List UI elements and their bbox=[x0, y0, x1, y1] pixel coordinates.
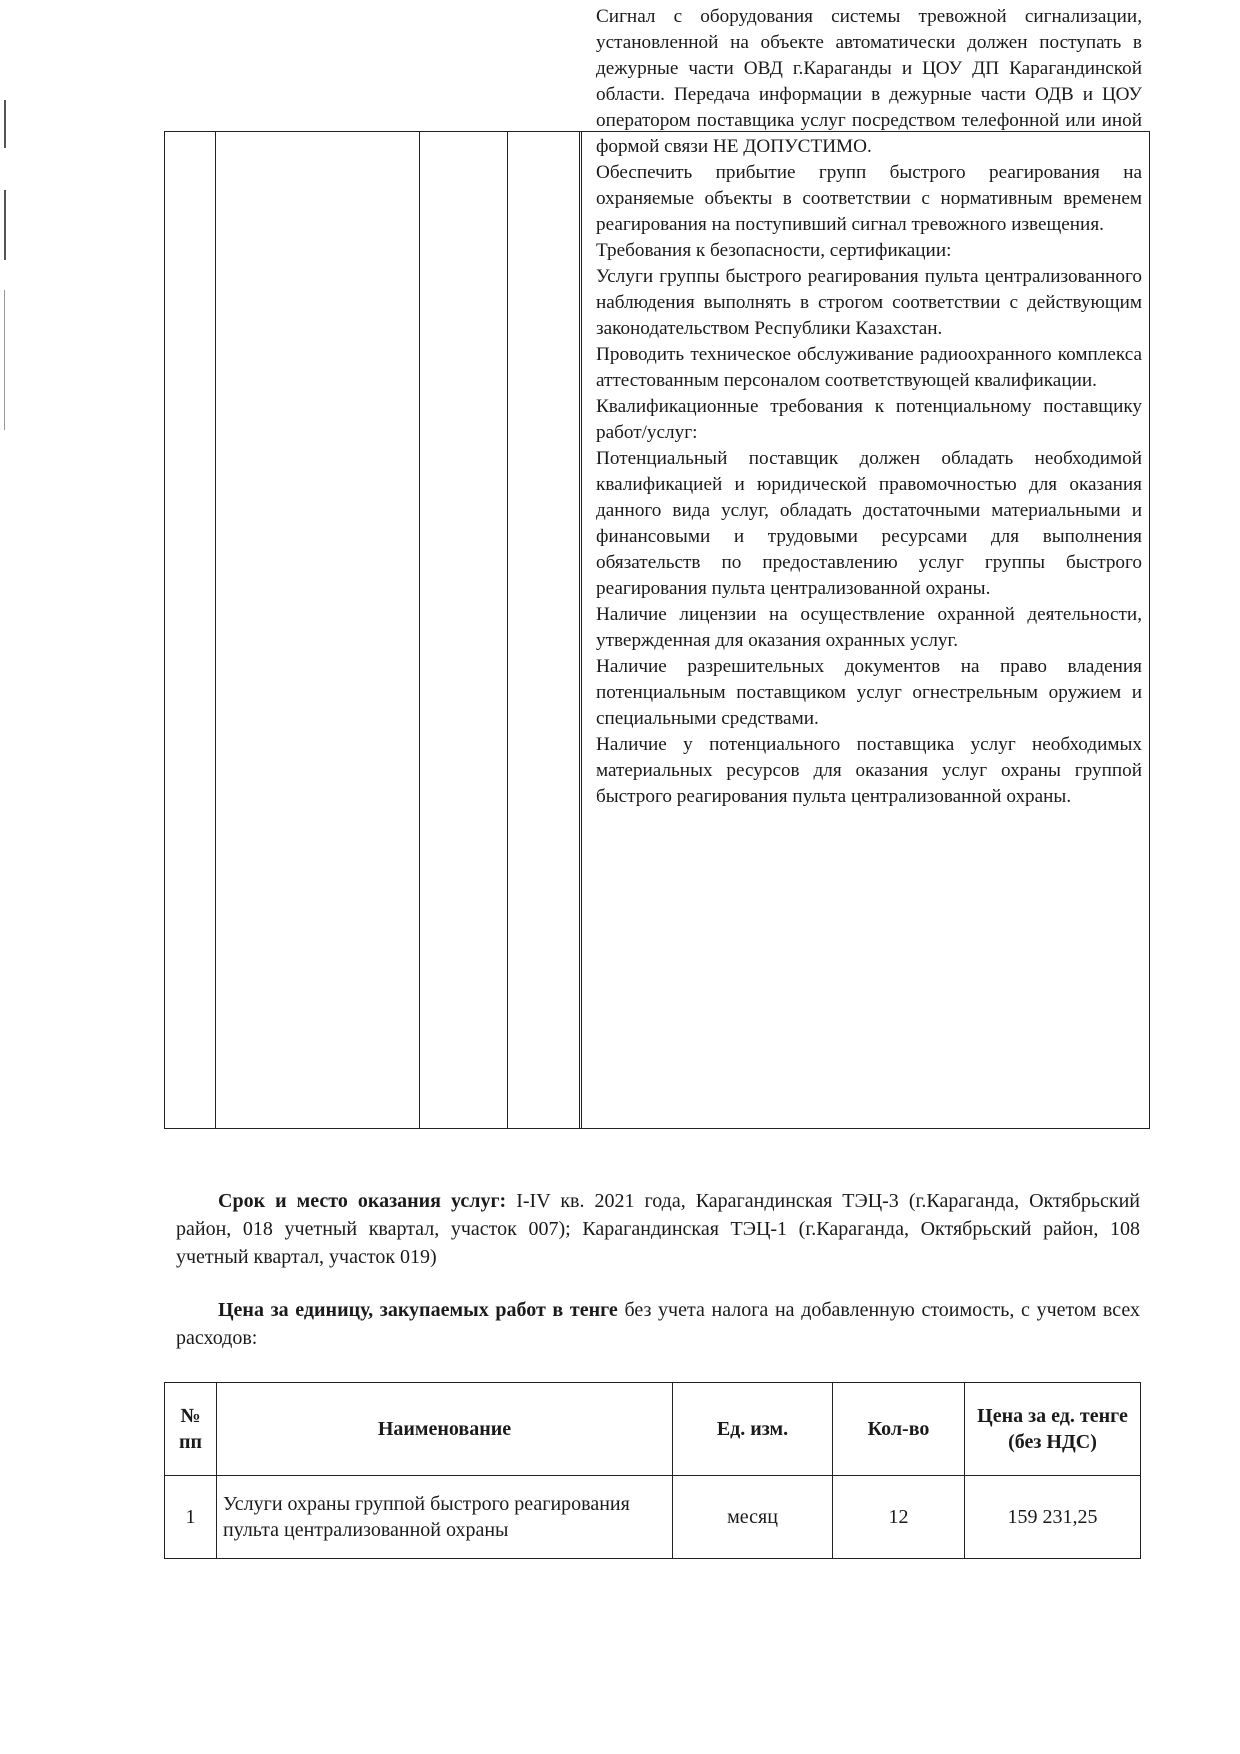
requirement-paragraph: Наличие лицензии на осуществление охранной деятельности, утвержденная для оказания охранных услуг. bbox=[596, 604, 1142, 651]
cell-quantity: 12 bbox=[833, 1476, 965, 1559]
requirement-paragraph: Квалификационные требования к потенциальному поставщику работ/услуг: bbox=[596, 396, 1142, 443]
price-intro-text: без учета налога на добавленную стоимость, с учетом всех расходов: bbox=[176, 1299, 1140, 1349]
column-divider bbox=[215, 132, 216, 1128]
cell-price: 159 231,25 bbox=[965, 1476, 1141, 1559]
cell-unit: месяц bbox=[673, 1476, 833, 1559]
col-header-number: № пп bbox=[165, 1383, 217, 1476]
requirement-paragraph: Сигнал с оборудования системы тревожной сигнализации, установленной на объекте автоматически должен поступать в дежурные части ОВД г.Караганды и ЦОУ ДП Карагандинской области. Передача информации в дежурные части ОДВ и ЦОУ оператором поставщика услуг посредством телефонной или иной формой связи НЕ ДОПУСТИМО. bbox=[596, 6, 1142, 157]
col-header-unit: Ед. изм. bbox=[673, 1383, 833, 1476]
cell-number: 1 bbox=[165, 1476, 217, 1559]
term-text: I-IV кв. 2021 года, Карагандинская ТЭЦ-3 (г.Караганда, Октябрьский район, 018 учетный квартал, участок 007); Карагандинская ТЭЦ-1 (г.Караганда, Октябрьский район, 108 учетный квартал, участок 019) bbox=[176, 1190, 1140, 1268]
price-intro-paragraph bbox=[176, 1296, 1140, 1352]
requirement-paragraph: Услуги группы быстрого реагирования пульта централизованного наблюдения выполнять в строгом соответствии с действующим законодательством Республики Казахстан. bbox=[596, 266, 1142, 339]
requirement-paragraph: Требования к безопасности, сертификации: bbox=[596, 240, 952, 261]
requirement-paragraph: Потенциальный поставщик должен обладать необходимой квалификацией и юридической правомочностью для оказания данного вида услуг, обладать достаточными материальными и финансовыми и трудовыми ресурсами для выполнения обязательств по предоставлению услуг группы быстрого реагирования пульта централизованной охраны. bbox=[596, 448, 1142, 599]
requirement-paragraph: Наличие у потенциального поставщика услуг необходимых материальных ресурсов для оказания услуг охраны группой быстрого реагирования пульта централизованной охраны. bbox=[596, 734, 1142, 807]
requirement-paragraph: Обеспечить прибытие групп быстрого реагирования на охраняемые объекты в соответствии с нормативным временем реагирования на поступивший сигнал тревожного извещения. bbox=[596, 162, 1142, 235]
term-label: Срок и место оказания услуг: bbox=[218, 1190, 507, 1212]
column-divider bbox=[579, 132, 580, 1128]
scan-mark bbox=[4, 290, 5, 430]
col-header-price: Цена за ед. тенге (без НДС) bbox=[965, 1383, 1141, 1476]
table-row bbox=[165, 1476, 1141, 1559]
term-paragraph bbox=[176, 1187, 1140, 1271]
cell-name: Услуги охраны группой быстрого реагирования пульта централизованной охраны bbox=[217, 1476, 673, 1559]
requirement-paragraph: Проводить техническое обслуживание радиоохранного комплекса аттестованным персоналом соответствующей квалификации. bbox=[596, 344, 1142, 391]
column-divider bbox=[581, 132, 582, 1128]
requirements-cell bbox=[596, 4, 1142, 810]
requirement-paragraph: Наличие разрешительных документов на право владения потенциальным поставщиком услуг огнестрельным оружием и специальными средствами. bbox=[596, 656, 1142, 729]
price-intro-label: Цена за единицу, закупаемых работ в тенге bbox=[218, 1299, 618, 1321]
col-header-name: Наименование bbox=[217, 1383, 673, 1476]
col-header-quantity: Кол-во bbox=[833, 1383, 965, 1476]
table-header-row bbox=[165, 1383, 1141, 1476]
column-divider bbox=[419, 132, 420, 1128]
scan-mark bbox=[4, 190, 6, 260]
column-divider bbox=[507, 132, 508, 1128]
scan-mark bbox=[4, 100, 6, 148]
price-table bbox=[164, 1382, 1141, 1559]
